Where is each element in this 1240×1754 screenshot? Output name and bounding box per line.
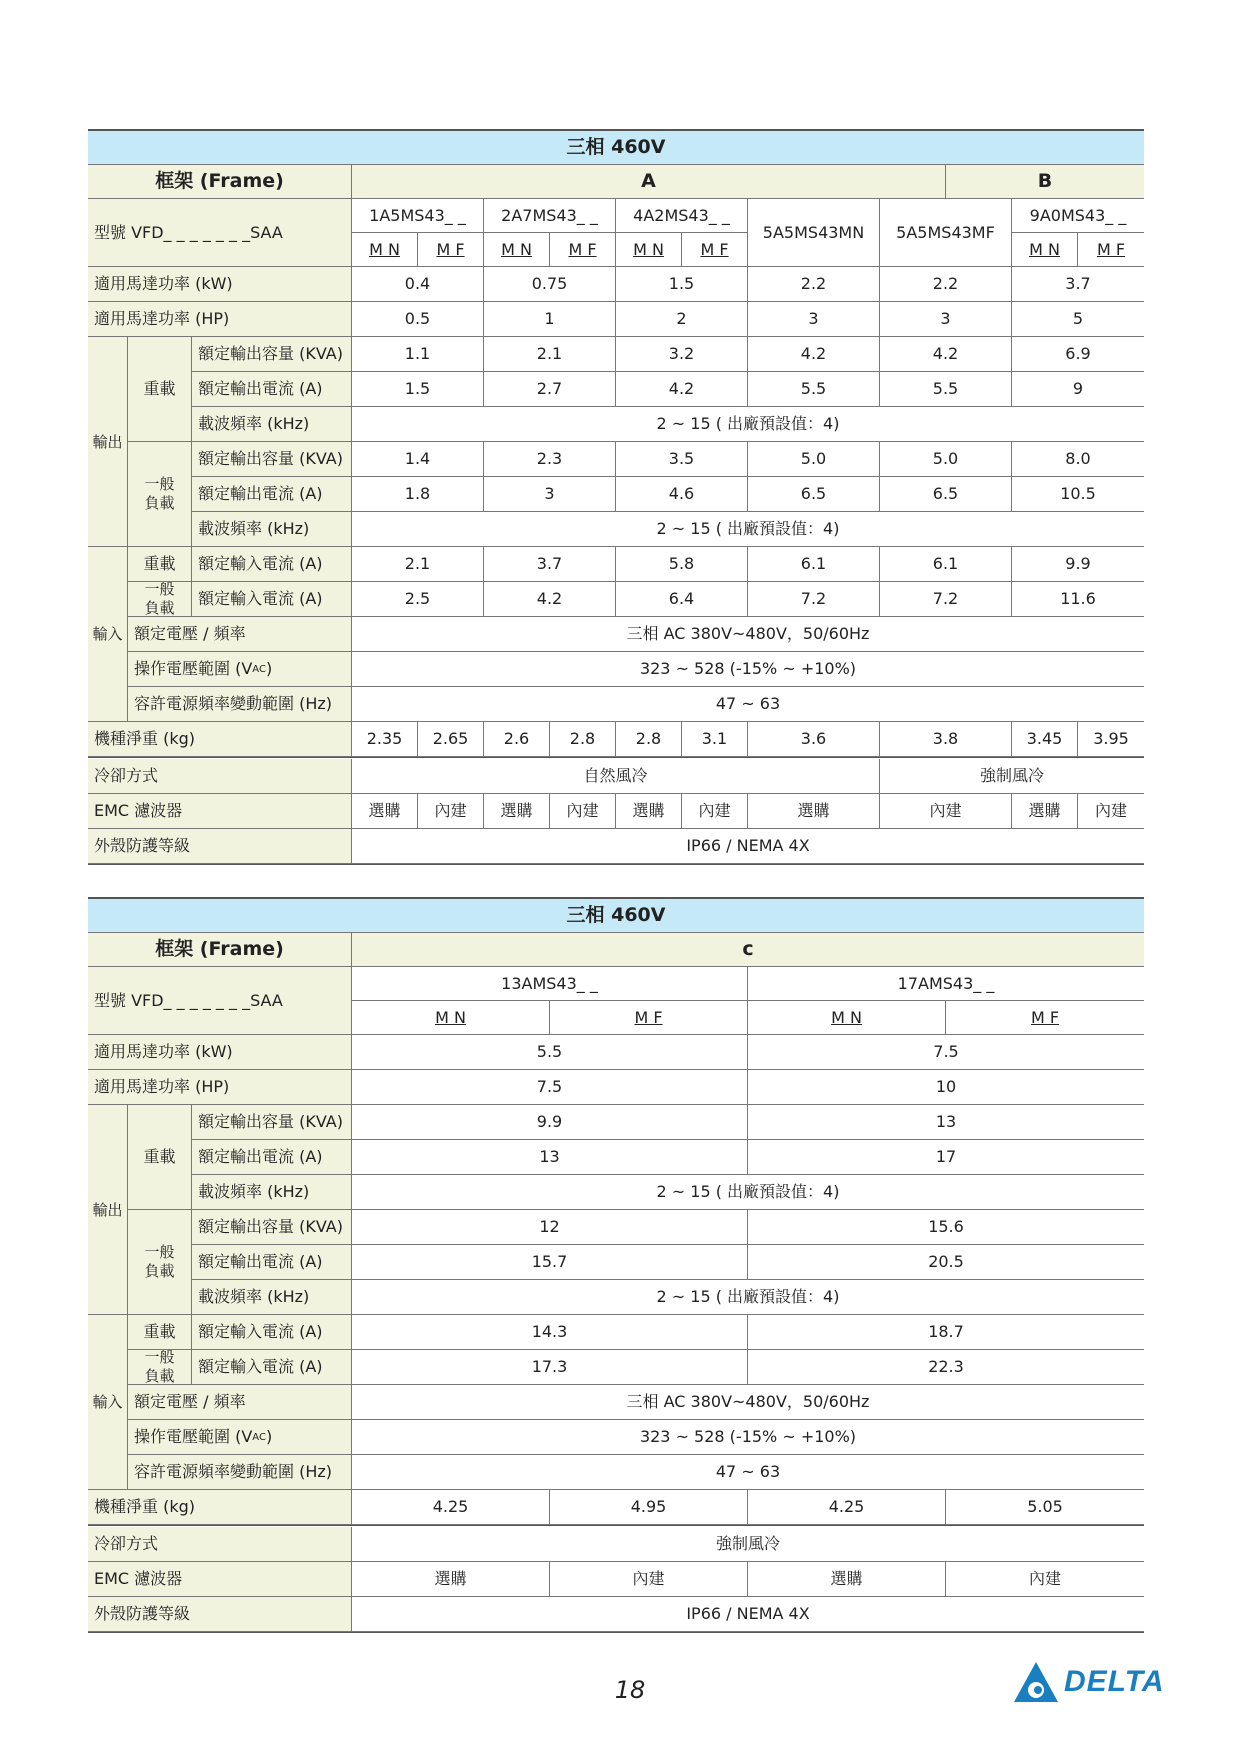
heavy-input-current: 5.8 [616,547,748,582]
sub-mf: M F [550,233,616,267]
normal-duty-label: 一般 負載 [128,442,192,547]
kw-value: 0.4 [352,267,484,302]
op-voltage-value: 323 ~ 528 (-15% ~ +10%) [352,652,1144,687]
emc-value: 內建 [946,1562,1144,1597]
kw-value: 7.5 [748,1035,1144,1070]
emc-value: 內建 [418,794,484,829]
hp-value: 7.5 [352,1070,748,1105]
heavy-input-current: 18.7 [748,1315,1144,1350]
normal-duty-label: 一般 負載 [128,1350,192,1385]
kw-value: 3.7 [1012,267,1144,302]
weight-value: 2.6 [484,722,550,757]
sub-mf: M F [1078,233,1144,267]
heavy-kva: 6.9 [1012,337,1144,372]
output-current-label: 額定輸出電流 (A) [192,372,352,407]
normal-input-current: 22.3 [748,1350,1144,1385]
emc-value: 選購 [352,794,418,829]
normal-current: 6.5 [748,477,880,512]
hp-label: 適用馬達功率 (HP) [88,302,352,337]
emc-value: 內建 [1078,794,1144,829]
emc-label: EMC 濾波器 [88,794,352,829]
hp-value: 3 [748,302,880,337]
carrier-value: 2 ~ 15 ( 出廠預設值：4) [352,1175,1144,1210]
heavy-input-current: 2.1 [352,547,484,582]
carrier-value: 2 ~ 15 ( 出廠預設值：4) [352,1280,1144,1315]
op-voltage-label: 操作電壓範圍 (V AC ) [128,1420,352,1455]
enclosure-label: 外殼防護等級 [88,1597,352,1632]
carrier-value: 2 ~ 15 ( 出廠預設值：4) [352,512,1144,547]
sub-mf: M F [946,1001,1144,1035]
weight-value: 3.6 [748,722,880,757]
normal-input-current: 7.2 [880,582,1012,617]
weight-value: 3.45 [1012,722,1078,757]
normal-current: 4.6 [616,477,748,512]
sub-mn: M N [1012,233,1078,267]
sub-mn: M N [616,233,682,267]
cooling-value: 自然風冷 [352,759,880,794]
input-current-label: 額定輸入電流 (A) [192,582,352,617]
voltage-freq-value: 三相 AC 380V~480V，50/60Hz [352,1385,1144,1420]
kw-label: 適用馬達功率 (kW) [88,267,352,302]
output-current-label: 額定輸出電流 (A) [192,1140,352,1175]
heavy-current: 5.5 [880,372,1012,407]
kw-value: 0.75 [484,267,616,302]
hp-value: 10 [748,1070,1144,1105]
weight-value: 2.35 [352,722,418,757]
hp-value: 1 [484,302,616,337]
model-17a: 17AMS43_ _ [748,967,1144,1001]
kw-value: 2.2 [880,267,1012,302]
logo-text: DELTA [1064,1665,1165,1698]
weight-value: 3.8 [880,722,1012,757]
cooling-value: 強制風冷 [352,1527,1144,1562]
voltage-freq-label: 額定電壓 / 頻率 [128,617,352,652]
heavy-current: 17 [748,1140,1144,1175]
heavy-current: 13 [352,1140,748,1175]
freq-range-value: 47 ~ 63 [352,687,1144,722]
normal-kva: 1.4 [352,442,484,477]
input-current-label: 額定輸入電流 (A) [192,547,352,582]
emc-value: 選購 [748,1562,946,1597]
input-section-label: 輸入 [88,1315,128,1490]
normal-kva: 2.3 [484,442,616,477]
normal-input-current: 6.4 [616,582,748,617]
freq-range-label: 容許電源頻率變動範圍 (Hz) [128,687,352,722]
weight-label: 機種淨重 (kg) [88,722,352,757]
normal-input-current: 2.5 [352,582,484,617]
cooling-label: 冷卻方式 [88,759,352,794]
delta-triangle-icon [1012,1660,1060,1704]
output-section-label: 輸出 [88,337,128,547]
enclosure-value: IP66 / NEMA 4X [352,829,1144,864]
frame-label: 框架 (Frame) [88,165,352,199]
kw-value: 5.5 [352,1035,748,1070]
emc-value: 選購 [1012,794,1078,829]
heavy-input-current: 14.3 [352,1315,748,1350]
heavy-input-current: 6.1 [880,547,1012,582]
freq-range-value: 47 ~ 63 [352,1455,1144,1490]
enclosure-value: IP66 / NEMA 4X [352,1597,1144,1632]
heavy-current: 9 [1012,372,1144,407]
frame-b: B [946,165,1144,199]
normal-input-current: 4.2 [484,582,616,617]
output-kva-label: 額定輸出容量 (KVA) [192,1210,352,1245]
carrier-label: 載波頻率 (kHz) [192,1280,352,1315]
model-5a5mf: 5A5MS43MF [880,199,1012,267]
hp-value: 0.5 [352,302,484,337]
hp-label: 適用馬達功率 (HP) [88,1070,352,1105]
kw-value: 1.5 [616,267,748,302]
heavy-duty-label: 重載 [128,337,192,442]
normal-duty-label: 一般 負載 [128,582,192,617]
weight-value: 4.25 [748,1490,946,1525]
kw-label: 適用馬達功率 (kW) [88,1035,352,1070]
weight-value: 3.1 [682,722,748,757]
sub-mn: M N [352,233,418,267]
output-kva-label: 額定輸出容量 (KVA) [192,1105,352,1140]
normal-current: 20.5 [748,1245,1144,1280]
heavy-duty-label: 重載 [128,1315,192,1350]
enclosure-label: 外殼防護等級 [88,829,352,864]
emc-value: 選購 [352,1562,550,1597]
heavy-duty-label: 重載 [128,1105,192,1210]
heavy-input-current: 3.7 [484,547,616,582]
output-current-label: 額定輸出電流 (A) [192,1245,352,1280]
weight-value: 4.95 [550,1490,748,1525]
heavy-kva: 13 [748,1105,1144,1140]
emc-value: 內建 [682,794,748,829]
op-voltage-value: 323 ~ 528 (-15% ~ +10%) [352,1420,1144,1455]
normal-kva: 3.5 [616,442,748,477]
heavy-kva: 2.1 [484,337,616,372]
voltage-freq-label: 額定電壓 / 頻率 [128,1385,352,1420]
heavy-kva: 4.2 [748,337,880,372]
normal-duty-label: 一般 負載 [128,1210,192,1315]
normal-kva: 8.0 [1012,442,1144,477]
heavy-input-current: 6.1 [748,547,880,582]
weight-value: 5.05 [946,1490,1144,1525]
heavy-kva: 3.2 [616,337,748,372]
emc-value: 選購 [616,794,682,829]
voltage-freq-value: 三相 AC 380V~480V，50/60Hz [352,617,1144,652]
model-4a2: 4A2MS43_ _ [616,199,748,233]
emc-value: 選購 [484,794,550,829]
spec-table-frame-c [88,897,1144,1526]
sub-mn: M N [484,233,550,267]
weight-value: 4.25 [352,1490,550,1525]
model-label: 型號 VFD_ _ _ _ _ _ _SAA [88,967,352,1035]
hp-value: 2 [616,302,748,337]
input-section-label: 輸入 [88,547,128,722]
weight-value: 2.65 [418,722,484,757]
input-current-label: 額定輸入電流 (A) [192,1350,352,1385]
model-label: 型號 VFD_ _ _ _ _ _ _SAA [88,199,352,267]
model-9a0: 9A0MS43_ _ [1012,199,1144,233]
output-kva-label: 額定輸出容量 (KVA) [192,337,352,372]
normal-current: 6.5 [880,477,1012,512]
heavy-duty-label: 重載 [128,547,192,582]
sub-mf: M F [418,233,484,267]
delta-logo [1012,1660,1165,1704]
frame-a: A [352,165,946,199]
weight-value: 3.95 [1078,722,1144,757]
heavy-current: 4.2 [616,372,748,407]
output-kva-label: 額定輸出容量 (KVA) [192,442,352,477]
normal-kva: 5.0 [748,442,880,477]
frame-label: 框架 (Frame) [88,933,352,967]
op-voltage-label: 操作電壓範圍 (V AC ) [128,652,352,687]
page-number: 18 [614,1676,646,1704]
normal-input-current: 11.6 [1012,582,1144,617]
carrier-value: 2 ~ 15 ( 出廠預設值：4) [352,407,1144,442]
heavy-current: 1.5 [352,372,484,407]
normal-kva: 15.6 [748,1210,1144,1245]
model-2a7: 2A7MS43_ _ [484,199,616,233]
emc-value: 選購 [748,794,880,829]
normal-current: 15.7 [352,1245,748,1280]
cooling-label: 冷卻方式 [88,1527,352,1562]
heavy-kva: 9.9 [352,1105,748,1140]
weight-value: 2.8 [616,722,682,757]
carrier-label: 載波頻率 (kHz) [192,1175,352,1210]
emc-value: 內建 [550,1562,748,1597]
cooling-value: 強制風冷 [880,759,1144,794]
model-13a: 13AMS43_ _ [352,967,748,1001]
carrier-label: 載波頻率 (kHz) [192,512,352,547]
table-title: 三相 460V [88,899,1144,933]
output-current-label: 額定輸出電流 (A) [192,477,352,512]
carrier-label: 載波頻率 (kHz) [192,407,352,442]
sub-mn: M N [352,1001,550,1035]
table-title: 三相 460V [88,131,1144,165]
model-1a5: 1A5MS43_ _ [352,199,484,233]
weight-value: 2.8 [550,722,616,757]
heavy-kva: 4.2 [880,337,1012,372]
sub-mf: M F [550,1001,748,1035]
hp-value: 3 [880,302,1012,337]
emc-value: 內建 [880,794,1012,829]
normal-current: 10.5 [1012,477,1144,512]
spec-table-frame-ab [88,129,1144,758]
normal-input-current: 7.2 [748,582,880,617]
spec-table-frame-c-footer [88,1527,1144,1633]
heavy-kva: 1.1 [352,337,484,372]
normal-kva: 12 [352,1210,748,1245]
weight-label: 機種淨重 (kg) [88,1490,352,1525]
freq-range-label: 容許電源頻率變動範圍 (Hz) [128,1455,352,1490]
sub-mn: M N [748,1001,946,1035]
normal-current: 1.8 [352,477,484,512]
heavy-current: 5.5 [748,372,880,407]
sub-mf: M F [682,233,748,267]
heavy-input-current: 9.9 [1012,547,1144,582]
hp-value: 5 [1012,302,1144,337]
normal-current: 3 [484,477,616,512]
model-5a5mn: 5A5MS43MN [748,199,880,267]
emc-value: 內建 [550,794,616,829]
heavy-current: 2.7 [484,372,616,407]
normal-kva: 5.0 [880,442,1012,477]
kw-value: 2.2 [748,267,880,302]
spec-table-frame-ab-footer [88,759,1144,865]
output-section-label: 輸出 [88,1105,128,1315]
normal-input-current: 17.3 [352,1350,748,1385]
frame-c: c [352,933,1144,967]
emc-label: EMC 濾波器 [88,1562,352,1597]
input-current-label: 額定輸入電流 (A) [192,1315,352,1350]
